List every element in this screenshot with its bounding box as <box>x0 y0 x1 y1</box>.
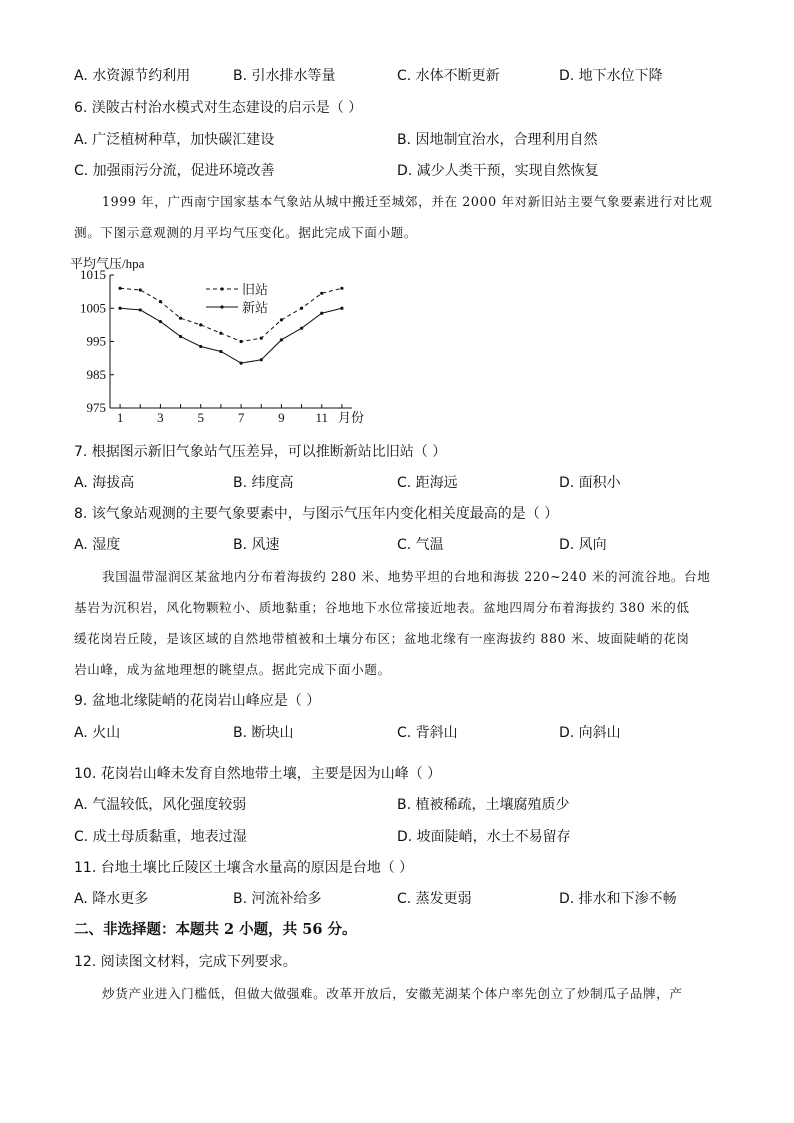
section2-title: 二、非选择题：本题共 2 小题，共 56 分。 <box>74 921 357 938</box>
q7-option-a: A. 海拔高 <box>74 475 135 491</box>
q9-option-a: A. 火山 <box>74 725 121 741</box>
series-point-1 <box>118 287 121 290</box>
pressure-line-chart <box>66 255 366 425</box>
series-point-2 <box>260 358 263 361</box>
series-point-2 <box>159 320 162 323</box>
y-tick-label: 995 <box>86 333 106 349</box>
q10-option-c: C. 成土母质黏重，地表过湿 <box>74 829 247 845</box>
series-point-1 <box>260 337 263 340</box>
series-point-2 <box>219 350 222 353</box>
q10-option-d: D. 坡面陡峭，水土不易留存 <box>397 829 571 845</box>
y-ticks <box>80 267 114 415</box>
series-point-1 <box>280 318 283 321</box>
q11-option-d: D. 排水和下渗不畅 <box>559 891 677 907</box>
q9-option-c: C. 背斜山 <box>397 725 458 741</box>
series-point-1 <box>219 332 222 335</box>
series-point-1 <box>239 340 242 343</box>
q6-stem: 6. 渼陂古村治水模式对生态建设的启示是（ ） <box>74 100 363 116</box>
q11-option-c: C. 蒸发更弱 <box>397 891 472 907</box>
series-point-2 <box>340 307 343 310</box>
series-point-2 <box>320 312 323 315</box>
x-tick-label: 9 <box>278 410 285 425</box>
x-tick-label: 1 <box>116 410 124 425</box>
q7-option-c: C. 距海远 <box>397 475 458 491</box>
y-tick-label: 985 <box>86 366 106 382</box>
x-tick-label: 5 <box>197 410 204 425</box>
q11-stem: 11. 台地土壤比丘陵区土壤含水量高的原因是台地（ ） <box>74 860 414 876</box>
legend-marker-2 <box>220 305 223 308</box>
material1-line2: 测。下图示意观测的月平均气压变化。据此完成下面小题。 <box>74 225 418 240</box>
series-point-1 <box>300 307 303 310</box>
series-line-1 <box>120 288 342 341</box>
series-point-1 <box>159 300 162 303</box>
x-tick-label: 7 <box>237 410 245 425</box>
q11-option-a: A. 降水更多 <box>74 891 149 907</box>
q7-option-d: D. 面积小 <box>559 475 621 491</box>
q5-option-c: C. 水体不断更新 <box>397 68 500 84</box>
y-tick-label: 1015 <box>80 267 106 282</box>
series-point-2 <box>239 362 242 365</box>
material1-line1: 1999 年，广西南宁国家基本气象站从城中搬迁至城郊，并在 2000 年对新旧站主要气象要素进行对比观 <box>102 194 713 209</box>
q10-stem: 10. 花岗岩山峰未发育自然地带土壤，主要是因为山峰（ ） <box>74 766 442 782</box>
series-point-1 <box>139 288 142 291</box>
q9-option-b: B. 断块山 <box>233 725 294 741</box>
x-ticks <box>117 404 342 425</box>
chart-axes <box>110 275 352 408</box>
q8-option-c: C. 气温 <box>397 537 444 553</box>
chart-series <box>118 287 343 365</box>
legend-label-2: 新站 <box>242 300 269 315</box>
q6-option-c: C. 加强雨污分流，促进环境改善 <box>74 163 275 179</box>
q10-option-b: B. 植被稀疏，土壤腐殖质少 <box>397 797 570 813</box>
q9-stem: 9. 盆地北缘陡峭的花岗岩山峰应是（ ） <box>74 693 321 709</box>
series-point-2 <box>118 307 121 310</box>
q12-stem: 12. 阅读图文材料，完成下列要求。 <box>74 954 297 970</box>
series-point-1 <box>179 317 182 320</box>
y-axis-title: 平均气压/hpa <box>70 256 145 271</box>
q7-option-b: B. 纬度高 <box>233 475 294 491</box>
series-point-2 <box>139 308 142 311</box>
series-point-2 <box>300 327 303 330</box>
q8-option-a: A. 湿度 <box>74 537 121 553</box>
material2-line2: 基岩为沉积岩，风化物颗粒小、质地黏重；谷地地下水位常接近地表。盆地四周分布着海拔约 380 米的低 <box>74 600 690 615</box>
series-point-1 <box>340 287 343 290</box>
q9-option-d: D. 向斜山 <box>559 725 621 741</box>
x-tick-label: 3 <box>157 410 164 425</box>
material2-line3: 缓花岗岩丘陵，是该区域的自然地带植被和土壤分布区；盆地北缘有一座海拔约 880 米、坡面陡峭的花岗 <box>74 631 690 646</box>
y-tick-label: 975 <box>86 400 106 415</box>
q8-option-b: B. 风速 <box>233 537 280 553</box>
series-point-2 <box>280 338 283 341</box>
legend-marker-1 <box>220 287 223 290</box>
x-tick-label: 11 <box>315 410 329 425</box>
q8-option-d: D. 风向 <box>559 537 607 553</box>
q12-paragraph: 炒货产业进入门槛低，但做大做强难。改革开放后，安徽芜湖某个体户率先创立了炒制瓜子品牌，产 <box>102 986 683 1001</box>
q5-option-a: A. 水资源节约利用 <box>74 68 191 84</box>
material2-line4: 岩山峰，成为盆地理想的眺望点。据此完成下面小题。 <box>74 662 391 677</box>
series-point-1 <box>199 323 202 326</box>
y-tick-label: 1005 <box>80 300 106 316</box>
q6-option-a: A. 广泛植树种草，加快碳汇建设 <box>74 132 275 148</box>
q5-option-d: D. 地下水位下降 <box>559 68 663 84</box>
q6-option-d: D. 减少人类干预，实现自然恢复 <box>397 163 599 179</box>
legend-label-1: 旧站 <box>242 282 269 297</box>
x-axis-title: 月份 <box>338 410 365 425</box>
series-point-2 <box>179 335 182 338</box>
material2-line1: 我国温带湿润区某盆地内分布着海拔约 280 米、地势平坦的台地和海拔 220~240 米的河流谷地。台地 <box>102 569 711 584</box>
chart-legend <box>206 282 268 315</box>
q7-stem: 7. 根据图示新旧气象站气压差异，可以推断新站比旧站（ ） <box>74 444 447 460</box>
q6-option-b: B. 因地制宜治水，合理利用自然 <box>397 132 598 148</box>
series-point-1 <box>320 292 323 295</box>
series-line-2 <box>120 308 342 363</box>
q10-option-a: A. 气温较低，风化强度较弱 <box>74 797 247 813</box>
series-point-2 <box>199 345 202 348</box>
q5-option-b: B. 引水排水等量 <box>233 68 336 84</box>
q8-stem: 8. 该气象站观测的主要气象要素中，与图示气压年内变化相关度最高的是（ ） <box>74 506 559 522</box>
q11-option-b: B. 河流补给多 <box>233 891 322 907</box>
